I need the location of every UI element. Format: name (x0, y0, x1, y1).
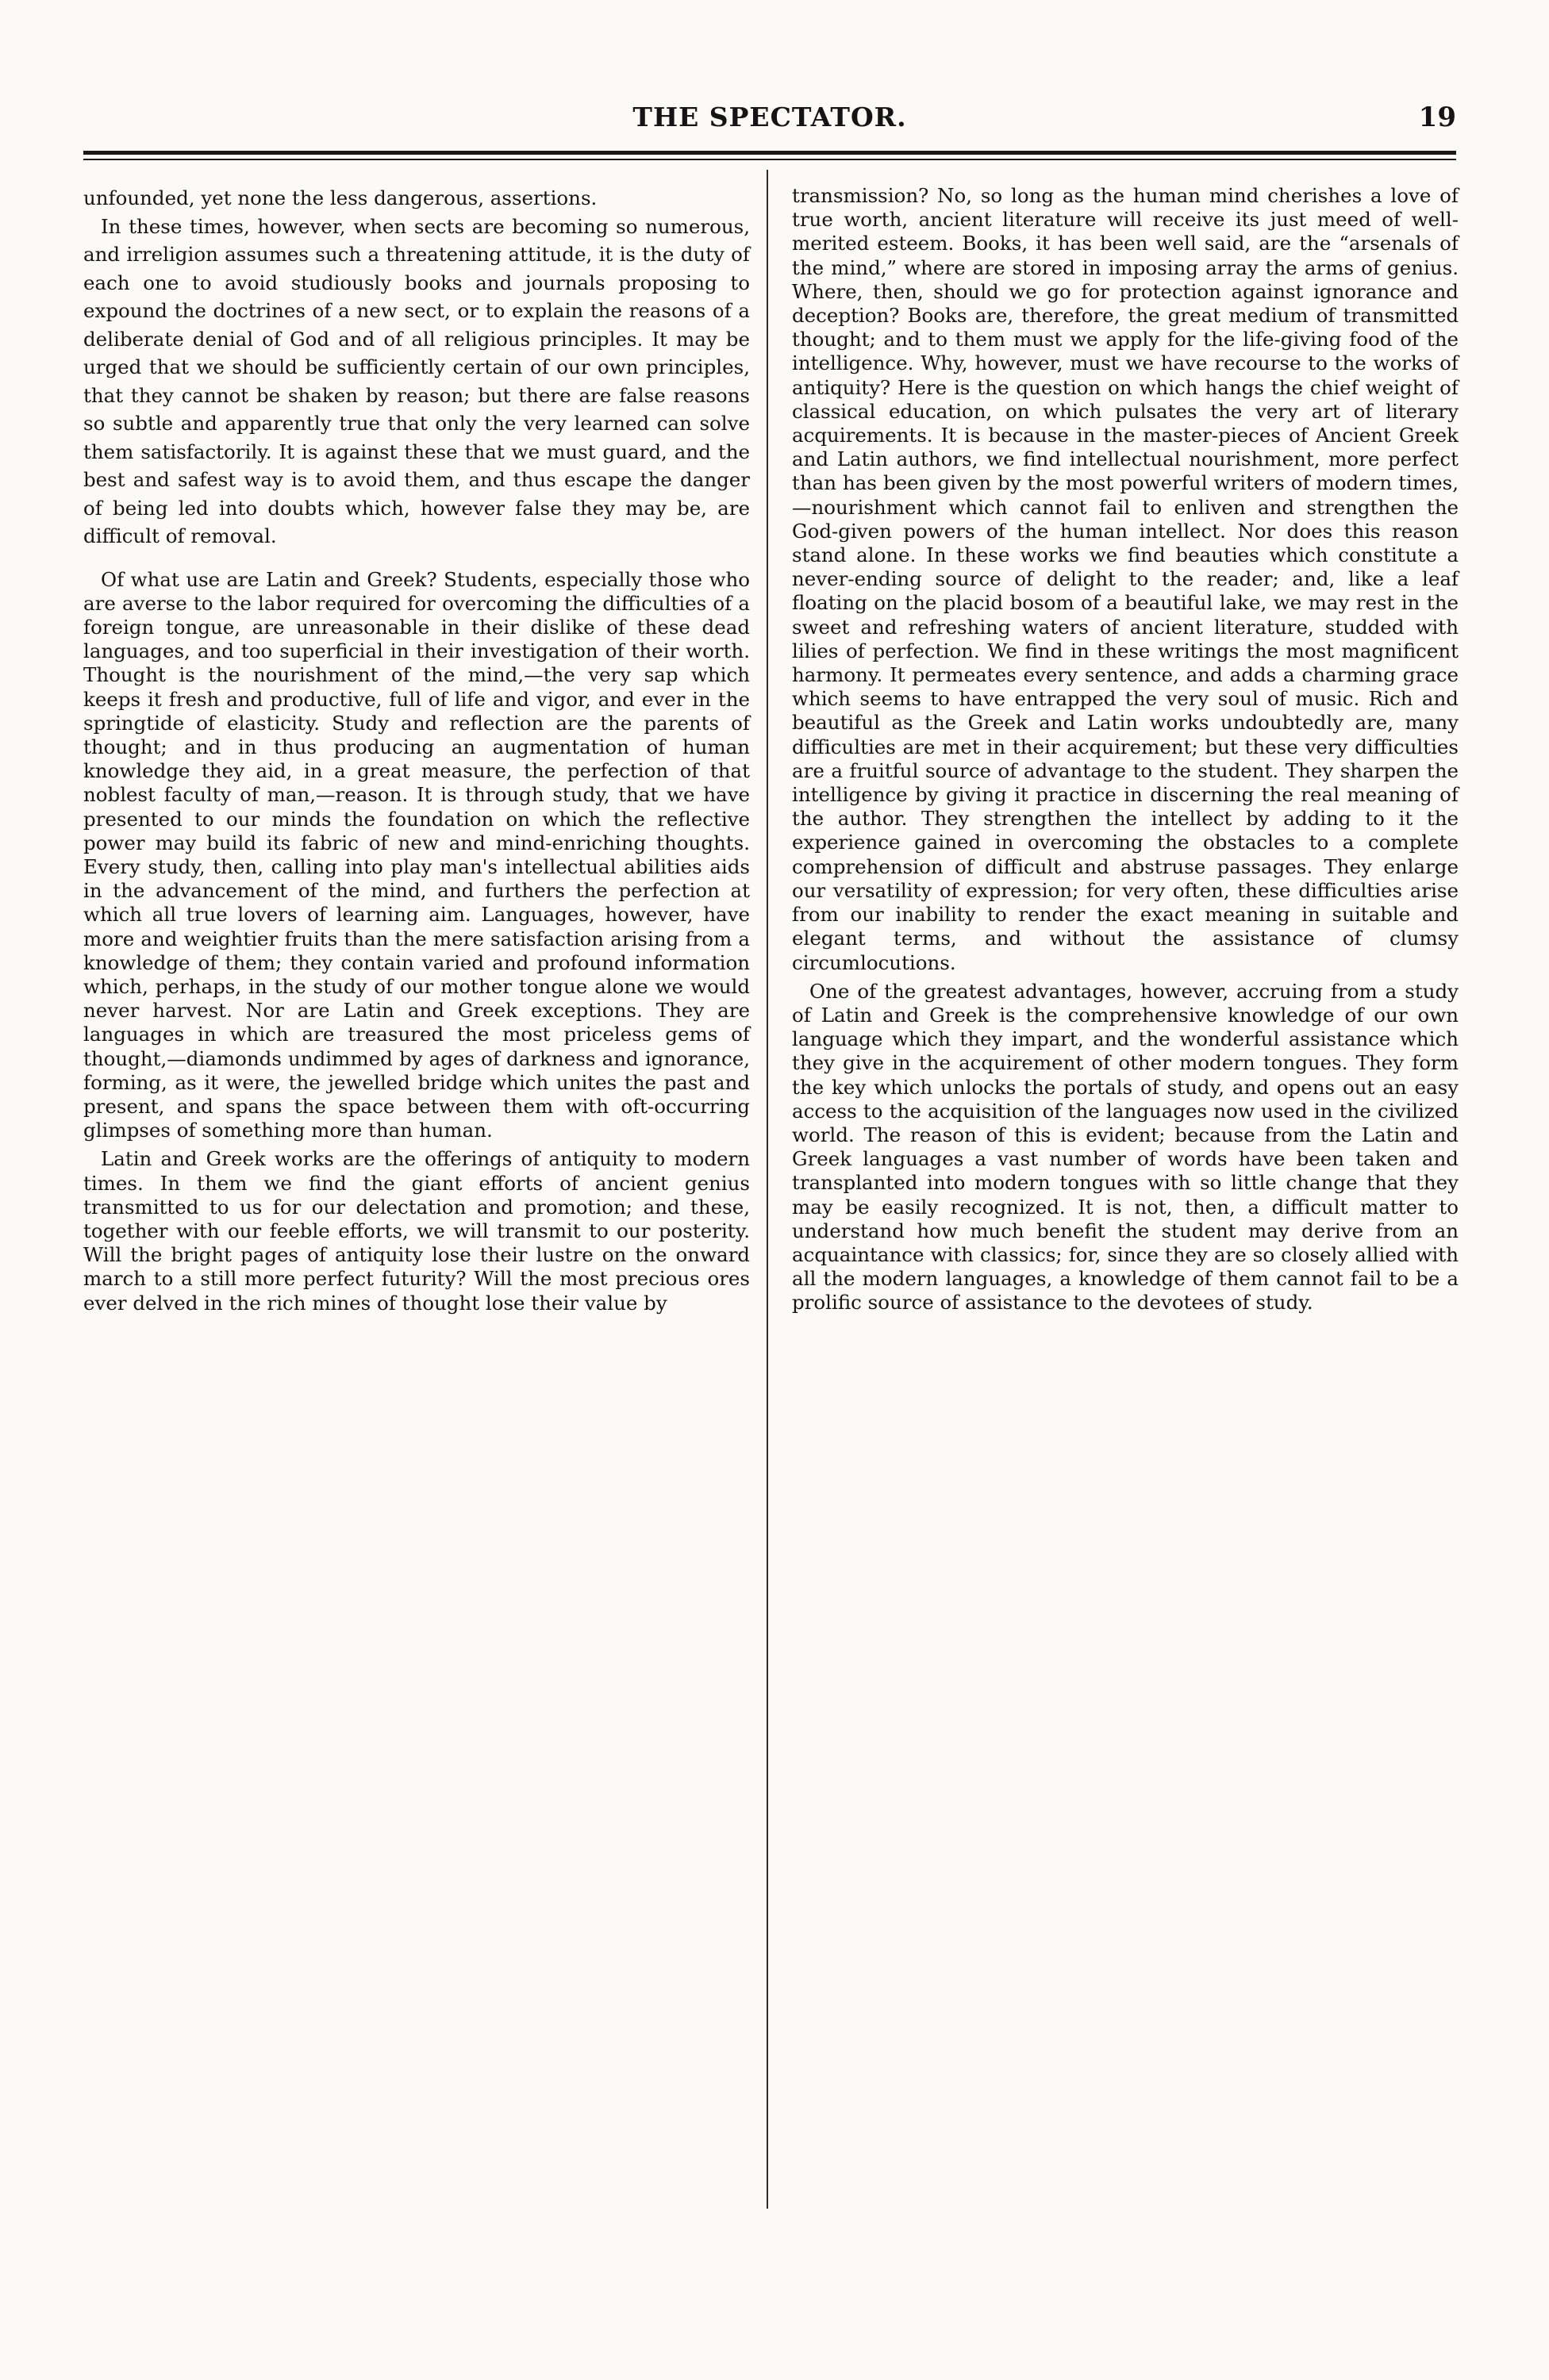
paragraph: One of the greatest advantages, however, accruing from a study of Latin and Greek is the comprehensive knowledge of our own language which they impart, and the wonderful assistance which they give in the acquirement of other modern tongues. They form the key which unlocks the portals of study, and opens out an easy access to the acquisition of the languages now used in the civilized world. The reason of this is evident; because from the Latin and Greek languages a vast number of words have been taken and transplanted into modern tongues with so little change that they may be easily recognized. It is not, then, a difficult matter to understand how much benefit the student may derive from an acquaintance with classics; for, since they are so closely allied with all the modern languages, a knowledge of them cannot fail to be a prolific source of assistance to the devotees of study. (792, 979, 1459, 1315)
page-header (83, 102, 1456, 143)
paragraph: transmission? No, so long as the human mind cherishes a love of true worth, ancient literature will receive its just meed of well-merited esteem. Books, it has been well said, are the “arsenals of the mind,” where are stored in imposing array the arms of genius. Where, then, should we go for protection against ignorance and deception? Books are, therefore, the great medium of transmitted thought; and to them must we apply for the life-giving food of the intelligence. Why, however, must we have recourse to the works of antiquity? Here is the question on which hangs the chief weight of classical education, on which pulsates the very art of literary acquirements. It is because in the master-pieces of Ancient Greek and Latin authors, we find intellectual nourishment, more perfect than has been given by the most powerful writers of modern times,—nourishment which cannot fail to enliven and strengthen the God-given powers of the human intellect. Nor does this reason stand alone. In these works we find beauties which constitute a never-ending source of delight to the reader; and, like a leaf floating on the placid bosom of a beautiful lake, we may rest in the sweet and refreshing waters of ancient literature, studded with lilies of perfection. We find in these writings the most magnificent harmony. It permeates every sentence, and adds a charming grace which seems to have entrapped the very soul of music. Rich and beautiful as the Greek and Latin works undoubtedly are, many difficulties are met in their acquirement; but these very difficulties are a fruitful source of advantage to the student. They sharpen the intelligence by giving it practice in discerning the real meaning of the author. They strengthen the intellect by adding to it the experience gained in overcoming the obstacles to a complete comprehension of difficult and abstruse passages. They enlarge our versatility of expression; for very often, these difficulties arise from our inability to render the exact meaning in suitable and elegant terms, and without the assistance of clumsy circumlocutions. (792, 184, 1459, 974)
paragraph: Of what use are Latin and Greek? Students, especially those who are averse to the labor required for overcoming the difficulties of a foreign tongue, are unreasonable in their dislike of these dead languages, and too superficial in their investigation of their worth. Thought is the nourishment of the mind,—the very sap which keeps it fresh and productive, full of life and vigor, and ever in the springtide of elasticity. Study and reflection are the parents of thought; and in thus producing an augmentation of human knowledge they aid, in a great measure, the perfection of that noblest faculty of man,—reason. It is through study, that we have presented to our minds the foundation on which the reflective power may build its fabric of new and mind-enriching thoughts. Every study, then, calling into play man's intellectual abilities aids in the advancement of the mind, and furthers the perfection at which all true lovers of learning aim. Languages, however, have more and weightier fruits than the mere satisfaction arising from a knowledge of them; they contain varied and profound information which, perhaps, in the study of our mother tongue alone we would never harvest. Nor are Latin and Greek exceptions. They are languages in which are treasured the most priceless gems of thought,—diamonds undimmed by ages of darkness and ignorance, forming, as it were, the jewelled bridge which unites the past and present, and spans the space between them with oft-occurring glimpses of something more than human. (83, 567, 750, 1142)
masthead-title: THE SPECTATOR. (632, 102, 907, 132)
right-column (792, 184, 1459, 1315)
header-rule-thin (83, 159, 1456, 160)
header-rule-thick (83, 151, 1456, 155)
paragraph: In these times, however, when sects are becoming so numerous, and irreligion assumes such a threatening attitude, it is the duty of each one to avoid studiously books and journals proposing to expound the doctrines of a new sect, or to explain the reasons of a deliberate denial of God and of all religious principles. It may be urged that we should be sufficiently certain of our own principles, that they cannot be shaken by reason; but there are false reasons so subtle and apparently true that only the very learned can solve them satisfactorily. It is against these that we must guard, and the best and safest way is to avoid them, and thus escape the danger of being led into doubts which, however false they may be, are difficult of removal. (83, 214, 750, 547)
column-divider (767, 170, 768, 2209)
page-number: 19 (1418, 102, 1456, 133)
paragraph: unfounded, yet none the less dangerous, assertions. (83, 186, 598, 209)
left-column (83, 184, 750, 1315)
paragraph: Latin and Greek works are the offerings of antiquity to modern times. In them we find the giant efforts of ancient genius transmitted to us for our delectation and promotion; and these, together with our feeble efforts, we will transmit to our posterity. Will the bright pages of antiquity lose their lustre on the onward march to a still more perfect futurity? Will the most precious ores ever delved in the rich mines of thought lose their value by (83, 1147, 750, 1315)
